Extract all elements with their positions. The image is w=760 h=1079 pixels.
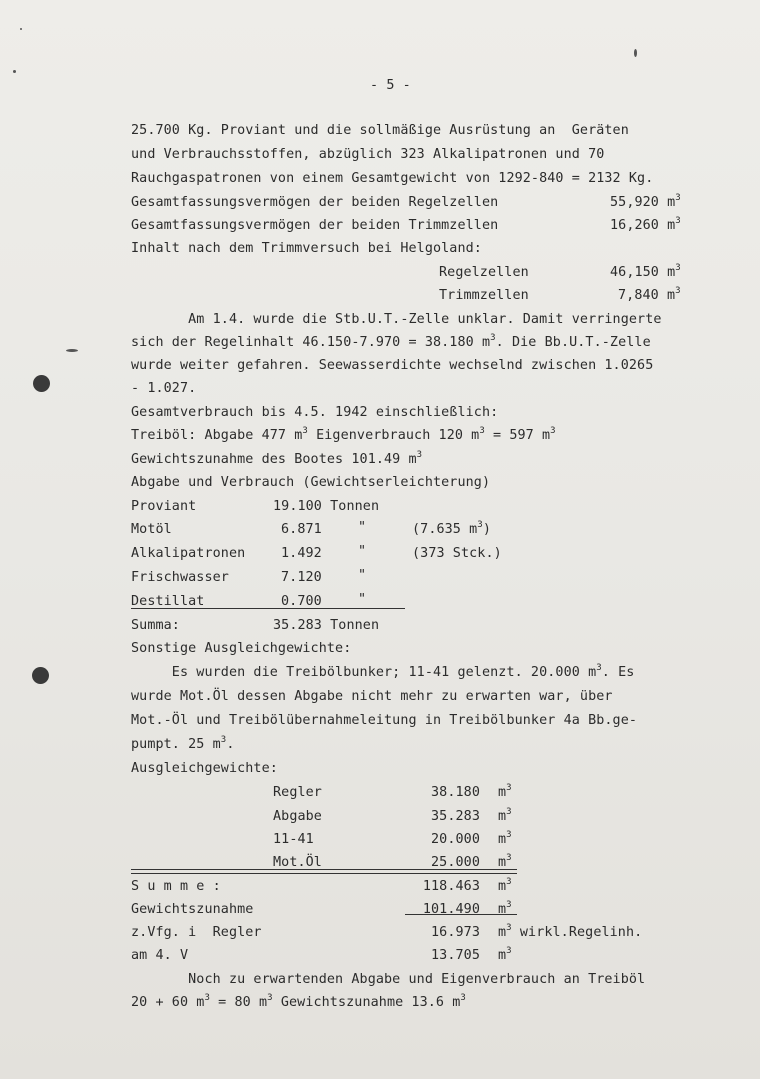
ditto-mark: " [358, 592, 367, 607]
row-note: (7.635 $m^3$) [412, 520, 491, 537]
summe-label: S u m m e : [131, 879, 221, 894]
avail-label: z.Vfg. i Regler [131, 925, 262, 940]
balance-double-rule [131, 873, 517, 874]
sum-label: Summa: [131, 618, 180, 633]
ditto-mark: " [358, 544, 367, 559]
speck [66, 349, 78, 352]
row-item: Destillat [131, 594, 205, 609]
balance-unit: $m^3$ [498, 783, 512, 800]
row-note: (373 Stck.) [412, 546, 502, 561]
balance-label: Regler [273, 785, 322, 800]
text-line: und Verbrauchsstoffen, abzüglich 323 Alkalipatronen und 70 [131, 147, 605, 162]
summe-unit: $m^3$ [498, 877, 512, 894]
balance-header: Ausgleichgewichte: [131, 761, 278, 776]
text-line: 25.700 Kg. Proviant und die sollmäßige Ausrüstung an Geräten [131, 123, 629, 138]
avail-value: 16.973 [431, 925, 480, 940]
trimm-value: 7,840 $m^3$ [618, 286, 681, 303]
speck [634, 49, 637, 57]
date-label: am 4. V [131, 948, 189, 963]
row-item: Frischwasser [131, 570, 229, 585]
capacity-trimmzellen-value: 16,260 $m^3$ [610, 216, 681, 233]
balance-label: Abgabe [273, 809, 322, 824]
row-item: Alkalipatronen [131, 546, 246, 561]
date-unit: $m^3$ [498, 946, 512, 963]
balance-value: 20.000 [431, 832, 480, 847]
row-value: 6.871 [281, 522, 322, 537]
row-value: 1.492 [281, 546, 322, 561]
sum-rule [131, 608, 405, 609]
ditto-mark: " [358, 520, 367, 535]
punch-hole-bottom [32, 667, 49, 684]
balance-double-rule [131, 869, 517, 870]
row-item: Motöl [131, 522, 172, 537]
text-line: wurde Mot.Öl dessen Abgabe nicht mehr zu erwarten war, über [131, 689, 613, 704]
balance-unit: $m^3$ [498, 853, 512, 870]
regel-label: Regelzellen [439, 265, 529, 280]
closing-line: 20 + 60 $m^3 = 80$ $m^3$ Gewichtszunahme 13.6 $m^3$ [131, 993, 466, 1010]
page-number: - 5 - [370, 78, 411, 93]
gain-label: Gewichtszunahme [131, 902, 254, 917]
balance-label: Mot.Öl [273, 855, 322, 870]
speck [20, 28, 22, 30]
weight-gain-line: Gewichtszunahme des Bootes 101.49 $m^3$ [131, 450, 423, 467]
balance-value: 25.000 [431, 855, 480, 870]
summe-value: 118.463 [422, 879, 480, 894]
oil-line: Treiböl: Abgabe 477 $m^3$ Eigenverbrauch 120 $m^3 = 597$ $m^3$ [131, 426, 556, 443]
punch-hole-top [33, 375, 50, 392]
row-value: 0.700 [281, 594, 322, 609]
regel-value: 46,150 $m^3$ [610, 263, 681, 280]
text-line: Mot.-Öl und Treibölübernahmeleitung in Treibölbunker 4a Bb.ge- [131, 713, 638, 728]
closing-line: Noch zu erwartenden Abgabe und Eigenverbrauch an Treiböl [131, 972, 646, 987]
text-line: - 1.027. [131, 381, 197, 396]
trimm-header: Inhalt nach dem Trimmversuch bei Helgoland: [131, 241, 482, 256]
text-line: Rauchgaspatronen von einem Gesamtgewicht von 1292-840 = 2132 Kg. [131, 171, 654, 186]
gain-unit: $m^3$ [498, 900, 512, 917]
balance-value: 35.283 [431, 809, 480, 824]
text-line: pumpt. 25 $m^3$. [131, 735, 235, 752]
speck [13, 70, 16, 73]
balance-value: 38.180 [431, 785, 480, 800]
date-value: 13.705 [431, 948, 480, 963]
text-line: Am 1.4. wurde die Stb.U.T.-Zelle unklar. Damit verringerte [131, 312, 662, 327]
other-header: Sonstige Ausgleichgewichte: [131, 641, 352, 656]
row-value: 7.120 [281, 570, 322, 585]
balance-unit: $m^3$ [498, 830, 512, 847]
sum-value: 35.283 Tonnen [273, 618, 380, 633]
capacity-trimmzellen-label: Gesamtfassungsvermögen der beiden Trimmzellen [131, 218, 499, 233]
row-value: 19.100 Tonnen [273, 499, 380, 514]
total-consumption-line: Gesamtverbrauch bis 4.5. 1942 einschließlich: [131, 405, 499, 420]
text-line: wurde weiter gefahren. Seewasserdichte wechselnd zwischen 1.0265 [131, 358, 654, 373]
balance-label: 11-41 [273, 832, 314, 847]
balance-unit: $m^3$ [498, 807, 512, 824]
capacity-regelzellen-label: Gesamtfassungsvermögen der beiden Regelzellen [131, 195, 499, 210]
text-line: sich der Regelinhalt 46.150-7.970 = 38.180 $m^3$. Die Bb.U.T.-Zelle [131, 333, 651, 350]
avail-unit: $m^3$ wirkl.Regelinh. [498, 923, 643, 940]
text-line: Es wurden die Treibölbunker; 11-41 gelenzt. 20.000 $m^3$. Es [131, 663, 635, 680]
gain-rule [405, 914, 517, 915]
consumption-header: Abgabe und Verbrauch (Gewichtserleichterung) [131, 475, 491, 490]
capacity-regelzellen-value: 55,920 $m^3$ [610, 193, 681, 210]
gain-value: 101.490 [422, 902, 480, 917]
ditto-mark: " [358, 568, 367, 583]
trimm-label: Trimmzellen [439, 288, 529, 303]
row-item: Proviant [131, 499, 197, 514]
